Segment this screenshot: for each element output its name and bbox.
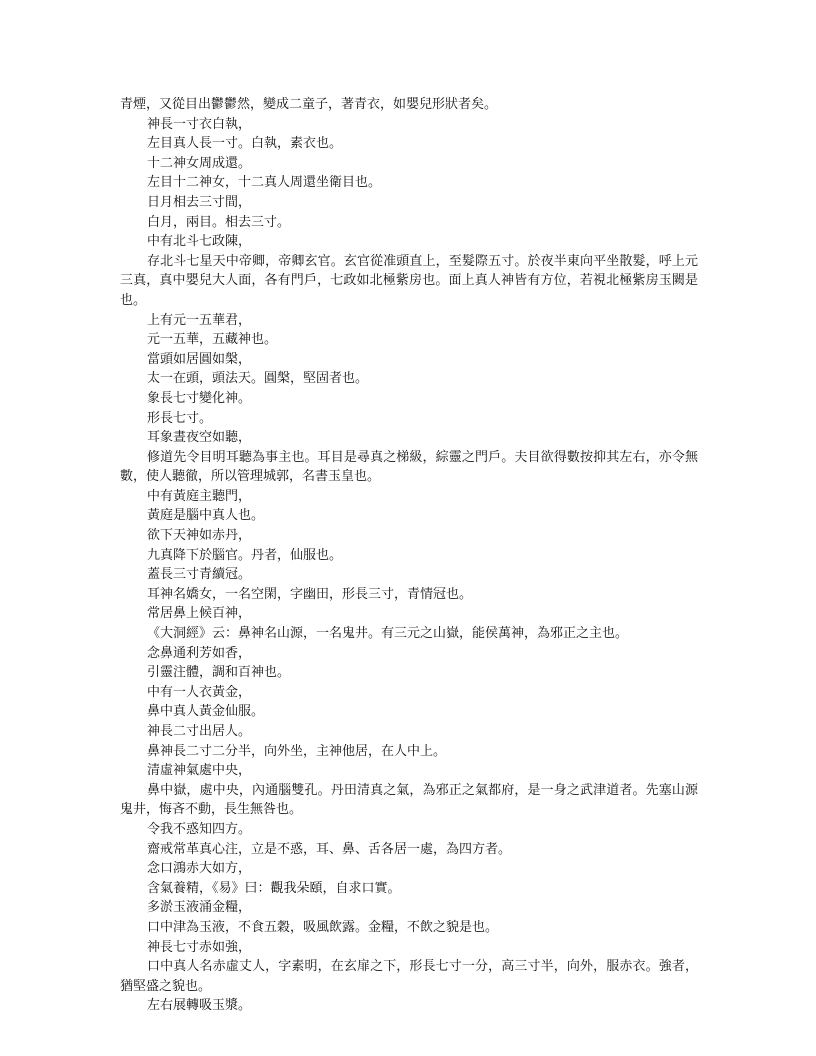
paragraph: 存北斗七星天中帝卿，帝卿玄官。玄官從准頭直上，至髮際五寸。於夜半東向平坐散髮，呼上元三真，真中嬰兒大人面，各有門戶，七政如北極紫房也。面上真人神皆有方位，若視北極紫房玉闕是也。	[120, 253, 698, 308]
paragraph: 蓋長三寸青續冠。	[147, 567, 252, 583]
paragraph: 形長七寸。	[147, 410, 213, 426]
paragraph: 神長一寸衣白執，	[147, 116, 252, 132]
paragraph: 神長二寸出居人。	[147, 724, 252, 739]
paragraph: 清虛神氣處中央，	[147, 763, 252, 779]
paragraph: 象長七寸變化神。	[147, 390, 252, 406]
paragraph: 欲下天神如赤丹，	[147, 528, 252, 544]
paragraph: 齋戒常革真心注，立是不惑，耳、鼻、舌各居一處，為四方者。	[147, 841, 512, 857]
paragraph: 口中真人名赤虛丈人，字素明，在玄扉之下，形長七寸一分，高三寸半，向外，服赤衣。強者，猶堅盛之貌也。	[120, 959, 698, 994]
paragraph: 耳神名嬌女，一名空閑，字幽田，形長三寸，青情冠也。	[147, 586, 473, 602]
paragraph: 左右展轉吸玉漿。	[147, 998, 252, 1014]
paragraph: 鼻神長二寸二分半，向外坐，主神他居，在人中上。	[147, 743, 447, 759]
paragraph: 左目十二神女，十二真人周還坐衛目也。	[147, 175, 382, 191]
paragraph: 太一在頭，頭法天。圓槃，堅固者也。	[147, 371, 369, 387]
paragraph: 中有一人衣黃金，	[147, 684, 252, 700]
paragraph: 修道先令目明耳聽為事主也。耳目是尋真之梯級，綜靈之門戶。夫目欲得數按抑其左右，亦令無數，使人聽徹，所以管理城郭，名書玉皇也。	[120, 449, 698, 485]
paragraph: 左目真人長一寸。白執，素衣也。	[147, 136, 343, 152]
paragraph: 元一五華，五藏神也。	[147, 332, 278, 348]
paragraph: 日月相去三寸間，	[147, 194, 252, 210]
paragraph: 黃庭是腦中真人也。	[147, 508, 265, 524]
paragraph: 中有黃庭主聽門，	[147, 488, 252, 504]
paragraph: 念口鴻赤大如方，	[147, 861, 252, 877]
document-body	[120, 95, 698, 1016]
paragraph: 《大洞經》云：鼻神名山源，一名鬼井。有三元之山嶽，能侯萬神，為邪正之主也。	[147, 626, 629, 642]
paragraph: 九真降下於腦官。丹者，仙服也。	[147, 547, 343, 563]
paragraph: 口中津為玉液，不食五穀，吸風飲露。金糧，不飲之貌是也。	[147, 919, 499, 935]
paragraph: 耳象晝夜空如聽，	[147, 430, 252, 446]
paragraph: 鼻中真人黃金仙服。	[147, 704, 265, 720]
paragraph: 白月，兩目。相去三寸。	[147, 214, 291, 230]
paragraph: 神長七寸赤如強，	[147, 939, 252, 955]
paragraph: 鼻中嶽，處中央，內通腦雙孔。丹田清真之氣，為邪正之氣都府，是一身之武津道者。先塞山源鬼井，悔吝不動，長生無咎也。	[120, 782, 698, 818]
paragraph: 引靈注體，調和百神也。	[147, 665, 291, 681]
paragraph: 常居鼻上候百神，	[147, 606, 252, 622]
paragraph: 十二神女周成還。	[147, 155, 252, 171]
paragraph: 多淤玉液涌金糧，	[147, 900, 252, 916]
paragraph: 上有元一五華君，	[147, 312, 252, 328]
paragraph: 中有北斗七政陳，	[147, 234, 252, 250]
paragraph: 青煙，又從目出鬱鬱然，變成二童子，著青衣，如嬰兒形狀者矣。	[120, 97, 498, 112]
paragraph: 當頭如居圓如槃，	[147, 351, 252, 367]
paragraph: 令我不惑知四方。	[147, 821, 252, 837]
paragraph: 含氣養精，《易》曰：觀我朵頤，自求口實。	[147, 880, 401, 896]
paragraph: 念鼻通利芳如香，	[147, 645, 252, 661]
